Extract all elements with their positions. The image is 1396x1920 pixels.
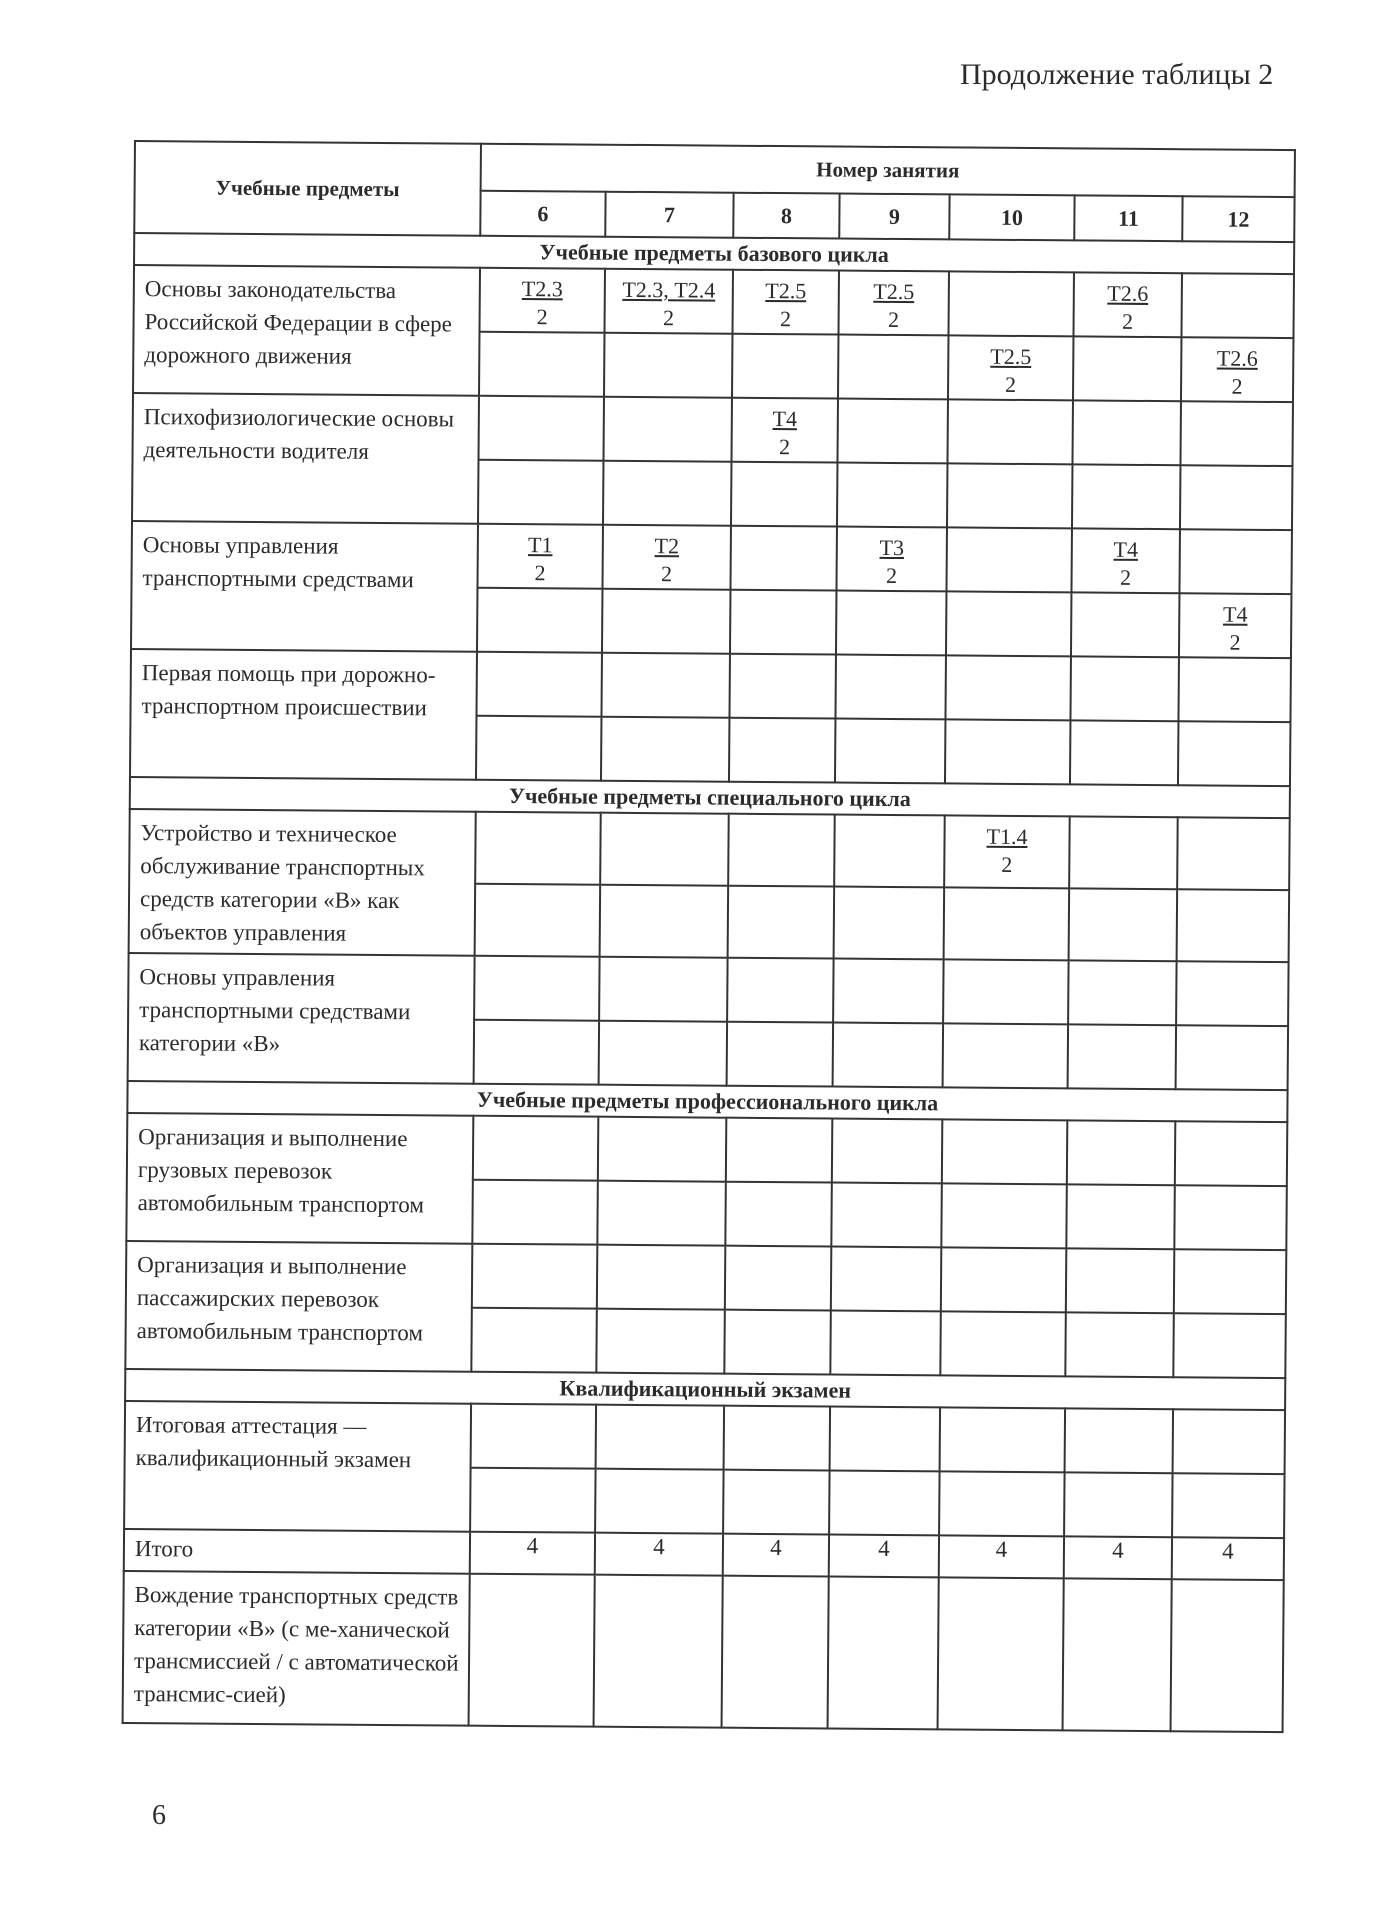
section-heading: Учебные предметы специального цикла	[130, 777, 1290, 818]
schedule-cell	[940, 1311, 1065, 1376]
topic-code: Т1	[528, 532, 553, 558]
schedule-cell	[941, 1183, 1066, 1248]
schedule-cell	[478, 460, 603, 525]
topic-code: Т1.4	[986, 823, 1028, 850]
topic-code: Т4	[1222, 601, 1248, 627]
schedule-cell	[471, 1308, 596, 1373]
schedule-cell	[1174, 1249, 1287, 1314]
schedule-cell	[834, 887, 945, 960]
schedule-cell	[1173, 1409, 1286, 1474]
schedule-cell	[943, 1023, 1068, 1088]
total-value: 4	[1172, 1537, 1284, 1580]
schedule-cell	[1073, 336, 1181, 401]
schedule-cell	[477, 588, 602, 653]
schedule-cell	[730, 590, 836, 655]
topic-code: Т2.3	[521, 276, 563, 302]
schedule-cell	[832, 1119, 942, 1184]
schedule-cell	[1181, 273, 1294, 338]
topic-hours: 2	[1122, 308, 1134, 334]
schedule-cell	[597, 1245, 725, 1310]
topic-hours: 2	[534, 560, 546, 586]
schedule-cell	[945, 655, 1070, 720]
schedule-cell	[725, 1182, 831, 1247]
schedule-cell	[601, 653, 729, 718]
schedule-cell	[472, 1180, 597, 1245]
schedule-cell	[946, 591, 1071, 656]
schedule-cell	[600, 885, 729, 958]
topic-hours: 2	[1229, 629, 1241, 655]
total-value: 4	[829, 1535, 939, 1578]
schedule-cell	[1063, 1578, 1172, 1731]
total-value: 4	[595, 1533, 723, 1576]
schedule-cell	[1178, 721, 1291, 786]
schedule-cell	[725, 1246, 831, 1311]
lesson-number: 8	[733, 193, 839, 239]
schedule-cell	[731, 462, 837, 527]
schedule-cell	[599, 957, 727, 1022]
schedule-cell	[595, 1469, 723, 1534]
schedule-cell	[727, 1022, 833, 1087]
schedule-cell	[1065, 1408, 1173, 1473]
topic-code: Т4	[772, 406, 798, 432]
schedule-cell	[1179, 529, 1292, 594]
schedule-cell	[1174, 1185, 1287, 1250]
schedule-cell	[831, 1183, 941, 1248]
driving-subject-name: Вождение транспортных средств категории «В» (с ме-ханической трансмиссией / с автоматической трансмис-сией)	[123, 1571, 470, 1726]
schedule-cell	[1178, 657, 1291, 722]
section-heading: Учебные предметы базового цикла	[134, 233, 1294, 274]
schedule-cell	[940, 1407, 1065, 1472]
topic-code: Т2.5	[765, 277, 807, 304]
topic-code: Т2.3, Т2.4	[622, 276, 716, 303]
topic-hours: 2	[1231, 373, 1243, 399]
schedule-cell	[473, 1116, 598, 1181]
schedule-cell	[829, 1471, 939, 1536]
schedule-cell	[1176, 961, 1289, 1026]
subject-name: Основы управления транспортными средствами категории «В»	[128, 953, 475, 1084]
schedule-cell	[727, 958, 833, 1023]
topic-hours: 2	[661, 561, 673, 587]
schedule-cell	[1070, 720, 1178, 785]
lesson-number: 11	[1074, 195, 1182, 241]
schedule-cell	[1068, 960, 1176, 1025]
topic-hours: 2	[779, 434, 791, 460]
schedule-cell	[1171, 1579, 1284, 1732]
schedule-cell	[1179, 593, 1292, 658]
schedule-cell	[478, 396, 603, 461]
subject-name: Организация и выполнение пассажирских перевозок автомобильным транспортом	[125, 1241, 472, 1372]
schedule-cell	[1176, 1025, 1289, 1090]
schedule-cell	[601, 717, 729, 782]
topic-hours: 2	[536, 304, 548, 330]
schedule-cell	[831, 1247, 941, 1312]
schedule-cell	[944, 815, 1070, 888]
schedule-cell	[729, 718, 835, 783]
subject-name: Итоговая аттестация — квалификационный экзамен	[124, 1401, 471, 1532]
topic-code: Т2	[654, 533, 680, 559]
schedule-cell	[946, 527, 1071, 592]
schedule-cell	[477, 524, 602, 589]
schedule-cell	[732, 334, 838, 399]
topic-code: Т3	[879, 534, 905, 561]
schedule-cell	[474, 1020, 599, 1085]
table-continuation-caption: Продолжение таблицы 2	[960, 58, 1274, 91]
schedule-cell	[943, 959, 1068, 1024]
schedule-cell	[598, 1117, 726, 1182]
schedule-cell	[1172, 1473, 1285, 1538]
schedule-cell	[1181, 337, 1294, 402]
schedule-cell	[1073, 272, 1181, 337]
schedule-cell	[728, 886, 835, 959]
schedule-cell	[830, 1311, 940, 1376]
total-value: 4	[723, 1534, 829, 1577]
schedule-cell	[833, 1023, 943, 1088]
schedule-cell	[830, 1407, 940, 1472]
schedule-cell	[1173, 1313, 1286, 1378]
schedule-cell	[604, 333, 732, 398]
schedule-cell	[474, 956, 599, 1021]
schedule-cell	[1068, 1024, 1176, 1089]
topic-code: Т2.5	[990, 343, 1032, 370]
topic-code: Т2.5	[873, 278, 915, 305]
subject-name: Психофизиологические основы деятельности водителя	[132, 393, 479, 524]
schedule-cell	[596, 1405, 724, 1470]
schedule-cell	[1065, 1312, 1173, 1377]
total-value: 4	[939, 1535, 1064, 1578]
schedule-cell	[1064, 1472, 1172, 1537]
topic-code: Т4	[1113, 536, 1139, 562]
schedule-cell	[479, 332, 604, 397]
schedule-cell	[600, 813, 729, 886]
schedule-cell	[838, 335, 948, 400]
schedule-cell	[728, 814, 835, 887]
subject-name: Основы управления транспортными средствами	[131, 521, 478, 652]
schedule-cell	[1180, 401, 1293, 466]
schedule-cell	[836, 527, 946, 592]
schedule-cell	[480, 268, 605, 333]
schedule-cell	[1070, 656, 1178, 721]
schedule-cell	[939, 1471, 1064, 1536]
schedule-cell	[724, 1310, 830, 1375]
schedule-cell	[834, 815, 945, 888]
total-value: 4	[470, 1532, 595, 1575]
subject-name: Основы законодательства Российской Федерации в сфере дорожного движения	[133, 265, 480, 396]
schedule-cell	[594, 1575, 723, 1728]
schedule-cell	[603, 461, 731, 526]
schedule-cell	[730, 526, 836, 591]
schedule-cell	[947, 463, 1072, 528]
schedule-cell	[948, 335, 1073, 400]
schedule-cell	[731, 398, 837, 463]
topic-hours: 2	[1119, 564, 1132, 590]
schedule-cell	[605, 269, 733, 334]
schedule-cell	[476, 652, 601, 717]
schedule-cell	[828, 1577, 939, 1730]
schedule-cell	[475, 884, 601, 957]
topic-hours: 2	[1005, 371, 1017, 397]
schedule-cell	[1180, 465, 1293, 530]
schedule-cell	[597, 1181, 725, 1246]
page-number: 6	[152, 1800, 166, 1831]
schedule-cell	[948, 271, 1073, 336]
schedule-cell	[1066, 1184, 1174, 1249]
schedule-cell	[1071, 592, 1179, 657]
schedule-cell	[1067, 1120, 1175, 1185]
lesson-number: 10	[949, 195, 1074, 241]
topic-hours: 2	[886, 562, 898, 589]
topic-hours: 2	[780, 306, 792, 332]
schedule-cell	[1066, 1248, 1174, 1313]
section-heading: Учебные предметы профессионального цикла	[127, 1081, 1287, 1122]
schedule-cell	[476, 716, 601, 781]
section-heading: Квалификационный экзамен	[125, 1369, 1285, 1410]
lesson-number: 7	[605, 192, 733, 238]
schedule-cell	[1177, 889, 1290, 962]
schedule-cell	[838, 271, 948, 336]
schedule-cell	[724, 1406, 830, 1471]
schedule-cell	[599, 1021, 727, 1086]
schedule-cell	[836, 591, 946, 656]
total-label: Итого	[124, 1529, 470, 1574]
schedule-cell	[1069, 888, 1178, 961]
schedule-cell	[835, 655, 945, 720]
schedule-cell	[941, 1247, 1066, 1312]
topic-hours: 2	[663, 305, 675, 331]
topic-hours: 2	[888, 306, 900, 333]
schedule-cell	[602, 525, 730, 590]
schedule-cell	[471, 1404, 596, 1469]
schedule-cell	[602, 589, 730, 654]
schedule-cell	[835, 719, 945, 784]
schedule-cell	[723, 1470, 829, 1535]
subject-name: Первая помощь при дорожно-транспортном происшествии	[130, 649, 477, 780]
schedule-cell	[938, 1577, 1064, 1730]
schedule-table	[122, 140, 1296, 1733]
schedule-cell	[729, 654, 835, 719]
schedule-cell	[942, 1119, 1067, 1184]
lesson-number: 6	[480, 191, 605, 237]
schedule-cell	[944, 887, 1070, 960]
schedule-cell	[469, 1574, 595, 1727]
schedule-cell	[726, 1118, 832, 1183]
schedule-cell	[470, 1468, 595, 1533]
schedule-cell	[947, 399, 1072, 464]
schedule-cell	[596, 1309, 724, 1374]
schedule-cell	[732, 270, 838, 335]
subjects-column-header: Учебные предметы	[134, 141, 481, 236]
schedule-cell	[837, 399, 947, 464]
schedule-cell	[1071, 528, 1179, 593]
topic-code: Т2.6	[1107, 280, 1149, 306]
schedule-cell	[833, 959, 943, 1024]
total-value: 4	[1064, 1536, 1172, 1579]
subject-name: Организация и выполнение грузовых перевозок автомобильным транспортом	[126, 1113, 473, 1244]
schedule-cell	[837, 463, 947, 528]
schedule-cell	[1072, 400, 1180, 465]
topic-hours: 2	[1001, 851, 1013, 877]
schedule-cell	[945, 719, 1070, 784]
schedule-cell	[722, 1576, 829, 1729]
schedule-cell	[475, 812, 601, 885]
subject-name: Устройство и техническое обслуживание транспортных средств категории «В» как объектов управления	[129, 809, 476, 956]
lesson-number: 9	[839, 194, 949, 240]
lesson-number-header: Номер занятия	[481, 144, 1295, 198]
schedule-cell	[1177, 817, 1290, 890]
lesson-number: 12	[1182, 196, 1294, 242]
schedule-cell	[472, 1244, 597, 1309]
schedule-cell	[1069, 816, 1178, 889]
schedule-cell	[1072, 464, 1180, 529]
schedule-cell	[603, 397, 731, 462]
schedule-cell	[1175, 1121, 1288, 1186]
topic-code: Т2.6	[1216, 345, 1258, 371]
